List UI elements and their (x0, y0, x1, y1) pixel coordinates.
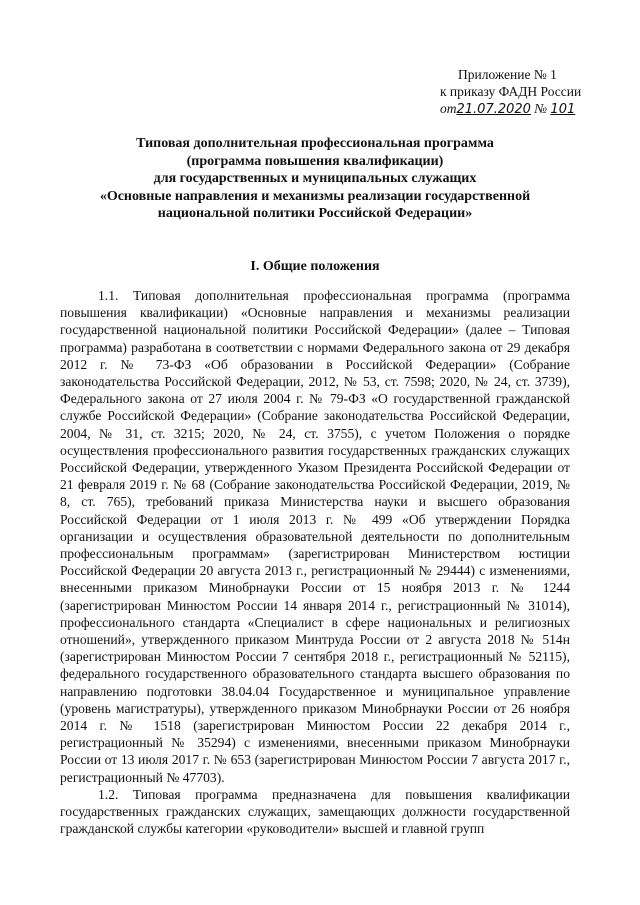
document-title (60, 135, 570, 223)
section-heading: I. Общие положения (250, 259, 380, 274)
paragraph-1-1: 1.1. Типовая дополнительная профессиональная программа (программа повышения квалификации) «Основные направления и механизмы реализации государственной национальной политики Российской Федерации» (далее – Типовая программа) разработана в соответствии с нормами Федерального закона от 29 декабря 2012 г. № 73-ФЗ «Об образовании в Российской Федерации» (Собрание законодательства Российской Федерации, 2012, № 53, ст. 7598; 2020, № 24, ст. 3739), Федерального закона от 27 июля 2004 г. № 79-ФЗ «О государственной гражданской службе Российской Федерации» (Собрание законодательства Российской Федерации, 2004, № 31, ст. 3215; 2020, № 24, ст. 3755), с учетом Положения о порядке осуществления профессионального развития государственных гражданских служащих Российской Федерации, утвержденного Указом Президента Российской Федерации от 21 февраля 2019 г. № 68 (Собрание законодательства Российской Федерации, 2019, № 8, ст. 765), требований приказа Министерства науки и высшего образования Российской Федерации от 1 июля 2013 г. № 499 «Об утверждении Порядка организации и осуществления образовательной деятельности по дополнительным профессиональным программам» (зарегистрирован Министерством юстиции Российской Федерации 20 августа 2013 г., регистрационный № 29444) с изменениями, внесенными приказом Минобрнауки России от 15 ноября 2013 г. № 1244 (зарегистрирован Минюстом России 14 января 2014 г., регистрационный № 31014), профессионального стандарта «Специалист в сфере национальных и религиозных отношений», утвержденного приказом Минтруда России от 2 августа 2018 № 514н (зарегистрирован Минюстом России 7 сентября 2018 г., регистрационный № 52115), федерального государственного образовательного стандарта высшего образования по направлению подготовки 38.04.04 Государственное и муниципальное управление (уровень магистратуры), утвержденного приказом Минобрнауки России от 26 ноября 2014 г. № 1518 (зарегистрирован Минюстом России 22 декабря 2014 г., регистрационный № 35294) с изменениями, внесенными приказом Минобрнауки России от 13 июля 2017 г. № 653 (зарегистрирован Минюстом России 7 августа 2017 г., регистрационный № 47703). (60, 288, 570, 785)
paragraph-1-2: 1.2. Типовая программа предназначена для повышения квалификации государственных гражданских служащих, замещающих должности государственной гражданской службы категории «руководители» высшей и главной групп (60, 786, 570, 837)
appendix-number: Приложение № 1 (458, 67, 557, 82)
order-date: 21.07.2020 (456, 102, 531, 117)
appendix-date-line (440, 100, 605, 118)
title-line: «Основные направления и механизмы реализации государственной (99, 188, 531, 204)
title-line: Типовая дополнительная профессиональная программа (136, 136, 494, 151)
date-prefix: от (440, 101, 457, 116)
order-number: 101 (550, 102, 576, 117)
appendix-block (440, 66, 605, 118)
number-prefix: № (534, 101, 548, 116)
document-body (60, 287, 570, 838)
title-line: для государственных и муниципальных служащих (153, 171, 477, 186)
appendix-order-ref: к приказу ФАДН России (440, 84, 582, 99)
title-line: (программа повышения квалификации) (186, 153, 444, 169)
title-line: национальной политики Российской Федерации» (157, 206, 473, 221)
